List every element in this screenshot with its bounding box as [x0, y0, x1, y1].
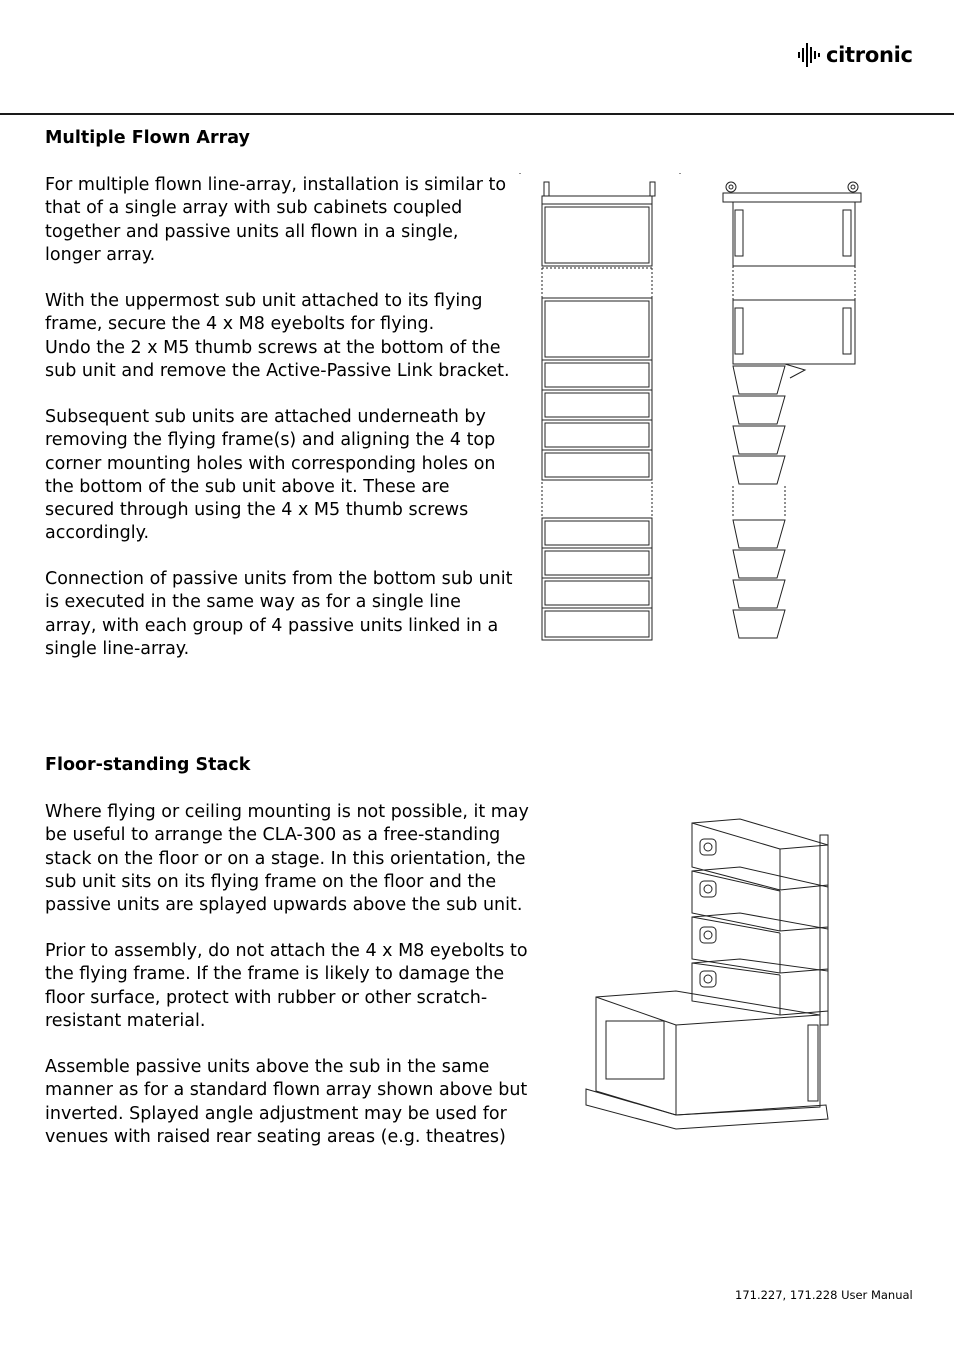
header-divider [0, 113, 954, 115]
paragraph: Prior to assembly, do not attach the 4 x M8 eyebolts to the flying frame. If the frame is likely to damage the floor surface, protect with rubber or other scratch- resistant material. [45, 941, 528, 1031]
paragraph: Assemble passive units above the sub in the same manner as for a standard flown array shown above but inverted. Splayed angle adjustment may be used for venues with raised rear seating areas (e.g. theatres) [45, 1057, 528, 1147]
floor-standing-stack-diagram [580, 815, 840, 1135]
flown-array-diagram [515, 168, 875, 648]
brand-logo [797, 40, 913, 70]
passive-unit [692, 959, 828, 1015]
brand-name: citronic [826, 43, 913, 67]
paragraph: Subsequent sub units are attached underneath by removing the flying frame(s) and aligning the 4 top corner mounting holes with corresponding holes on the bottom of the sub unit above it. These are secured through using the 4 x M5 thumb screws accordingly. [45, 407, 496, 544]
passive-unit [692, 867, 828, 931]
paragraph: Connection of passive units from the bottom sub unit is executed in the same way as for a single line array, with each group of 4 passive units linked in a single line-array. [45, 569, 513, 659]
paragraph: With the uppermost sub unit attached to its flying frame, secure the 4 x M8 eyebolts for flying. Undo the 2 x M5 thumb screws at the bottom of the sub unit and remove the Active-Passive Link bracket. [45, 291, 510, 381]
side-view-array [723, 182, 861, 638]
paragraph: Where flying or ceiling mounting is not possible, it may be useful to arrange the CLA-300 as a free-standing stack on the floor or on a stage. In this orientation, the sub unit sits on its flying frame on the floor and the passive units are splayed upwards above the sub unit. [45, 802, 529, 916]
section-heading-multiple-flown-array: Multiple Flown Array [45, 128, 250, 148]
section-heading-floor-standing-stack: Floor-standing Stack [45, 755, 251, 775]
page-footer: 171.227, 171.228 User Manual [735, 1288, 913, 1302]
passive-unit [692, 913, 828, 973]
soundwave-logo-icon [797, 42, 821, 68]
front-view-array [520, 173, 680, 640]
rigging-bar [820, 835, 828, 1025]
passive-unit [692, 819, 828, 890]
paragraph: For multiple flown line-array, installation is similar to that of a single array with sub cabinets coupled together and passive units all flown in a single, longer array. [45, 175, 507, 265]
sub-unit [596, 991, 820, 1115]
